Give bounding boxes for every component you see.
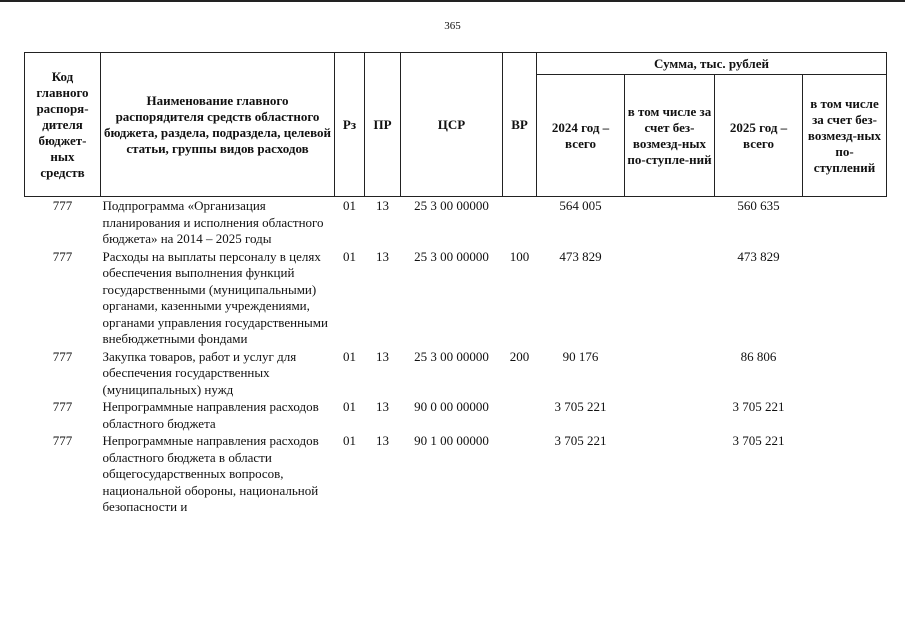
cell-pr: 13 xyxy=(376,433,389,448)
cell-name: Расходы на выплаты персоналу в целях обеспечения выполнения функций государственными (муниципальными) органами, казенными учреждениями, органами управления государственными внебюджетными фондами xyxy=(102,248,328,346)
cell-pr: 13 xyxy=(376,348,389,364)
table-row xyxy=(25,348,887,399)
cell-grants-2025 xyxy=(803,398,887,432)
cell-csr: 25 3 00 00000 xyxy=(414,198,489,213)
cell-grants-2024 xyxy=(625,432,715,516)
cell-sum-2025: 3 705 221 xyxy=(732,433,785,448)
cell-rz: 01 xyxy=(343,399,356,414)
cell-grants-2025 xyxy=(803,248,887,348)
cell-sum-2024: 3 705 221 xyxy=(554,433,607,448)
header-name: Наименование главного распорядителя средств областного бюджета, раздела, подраздела, целевой статьи, группы видов расходов xyxy=(101,53,335,197)
cell-grants-2025 xyxy=(803,197,887,248)
cell-grants-2025 xyxy=(803,432,887,516)
cell-rz: 01 xyxy=(343,433,356,448)
header-2025-grants: в том числе за счет без-возмезд-ных по-ступлений xyxy=(803,75,887,197)
budget-table xyxy=(24,52,887,516)
header-2024-grants: в том числе за счет без-возмезд-ных по-ступле-ний xyxy=(625,75,715,197)
cell-csr: 90 0 00 00000 xyxy=(414,399,489,414)
cell-grants-2024 xyxy=(625,398,715,432)
cell-sum-2024: 473 829 xyxy=(559,248,602,264)
cell-code: 777 xyxy=(52,198,73,213)
cell-pr: 13 xyxy=(376,198,389,213)
cell-vr: 100 xyxy=(509,248,530,264)
top-border-line xyxy=(0,0,905,2)
cell-name: Подпрограмма «Организация планирования и исполнения областного бюджета» на 2014 – 2025 годы xyxy=(102,198,324,246)
header-csr: ЦСР xyxy=(401,53,503,197)
cell-pr: 13 xyxy=(376,399,389,414)
header-rz: Рз xyxy=(335,53,365,197)
cell-rz: 01 xyxy=(343,198,356,213)
cell-code: 777 xyxy=(52,348,73,364)
table-row xyxy=(25,432,887,516)
header-sum-group: Сумма, тыс. рублей xyxy=(537,53,887,75)
cell-grants-2024 xyxy=(625,197,715,248)
header-code: Код главного распоря-дителя бюджет-ных средств xyxy=(25,53,101,197)
cell-code: 777 xyxy=(52,433,73,448)
cell-name: Закупка товаров, работ и услуг для обеспечения государственных (муниципальных) нужд xyxy=(102,348,297,397)
cell-code: 777 xyxy=(52,248,73,264)
cell-grants-2025 xyxy=(803,348,887,399)
cell-name: Непрограммные направления расходов областного бюджета xyxy=(102,399,319,431)
cell-rz: 01 xyxy=(343,248,356,264)
cell-sum-2024: 90 176 xyxy=(562,348,599,364)
cell-vr xyxy=(503,197,537,248)
table-row xyxy=(25,398,887,432)
cell-sum-2025: 86 806 xyxy=(740,348,777,364)
header-2025-total: 2025 год – всего xyxy=(715,75,803,197)
cell-grants-2024 xyxy=(625,348,715,399)
cell-sum-2025: 560 635 xyxy=(737,198,780,213)
cell-rz: 01 xyxy=(343,348,356,364)
header-2024-total: 2024 год – всего xyxy=(537,75,625,197)
cell-sum-2025: 473 829 xyxy=(737,248,780,264)
cell-grants-2024 xyxy=(625,248,715,348)
cell-sum-2024: 564 005 xyxy=(559,198,602,213)
cell-csr: 25 3 00 00000 xyxy=(414,248,489,264)
cell-vr: 200 xyxy=(509,348,530,364)
cell-csr: 90 1 00 00000 xyxy=(414,433,489,448)
table-row xyxy=(25,197,887,248)
cell-sum-2025: 3 705 221 xyxy=(732,399,785,414)
cell-name: Непрограммные направления расходов областного бюджета в области общегосударственных вопросов, национальной обороны, национальной безопасности и xyxy=(102,433,319,514)
cell-csr: 25 3 00 00000 xyxy=(414,348,489,364)
page-number: 365 xyxy=(444,20,461,32)
cell-code: 777 xyxy=(52,399,73,414)
cell-sum-2024: 3 705 221 xyxy=(554,399,607,414)
header-pr: ПР xyxy=(365,53,401,197)
cell-vr xyxy=(503,398,537,432)
cell-pr: 13 xyxy=(376,248,389,264)
cell-vr xyxy=(503,432,537,516)
table-row xyxy=(25,248,887,348)
header-vr: ВР xyxy=(503,53,537,197)
